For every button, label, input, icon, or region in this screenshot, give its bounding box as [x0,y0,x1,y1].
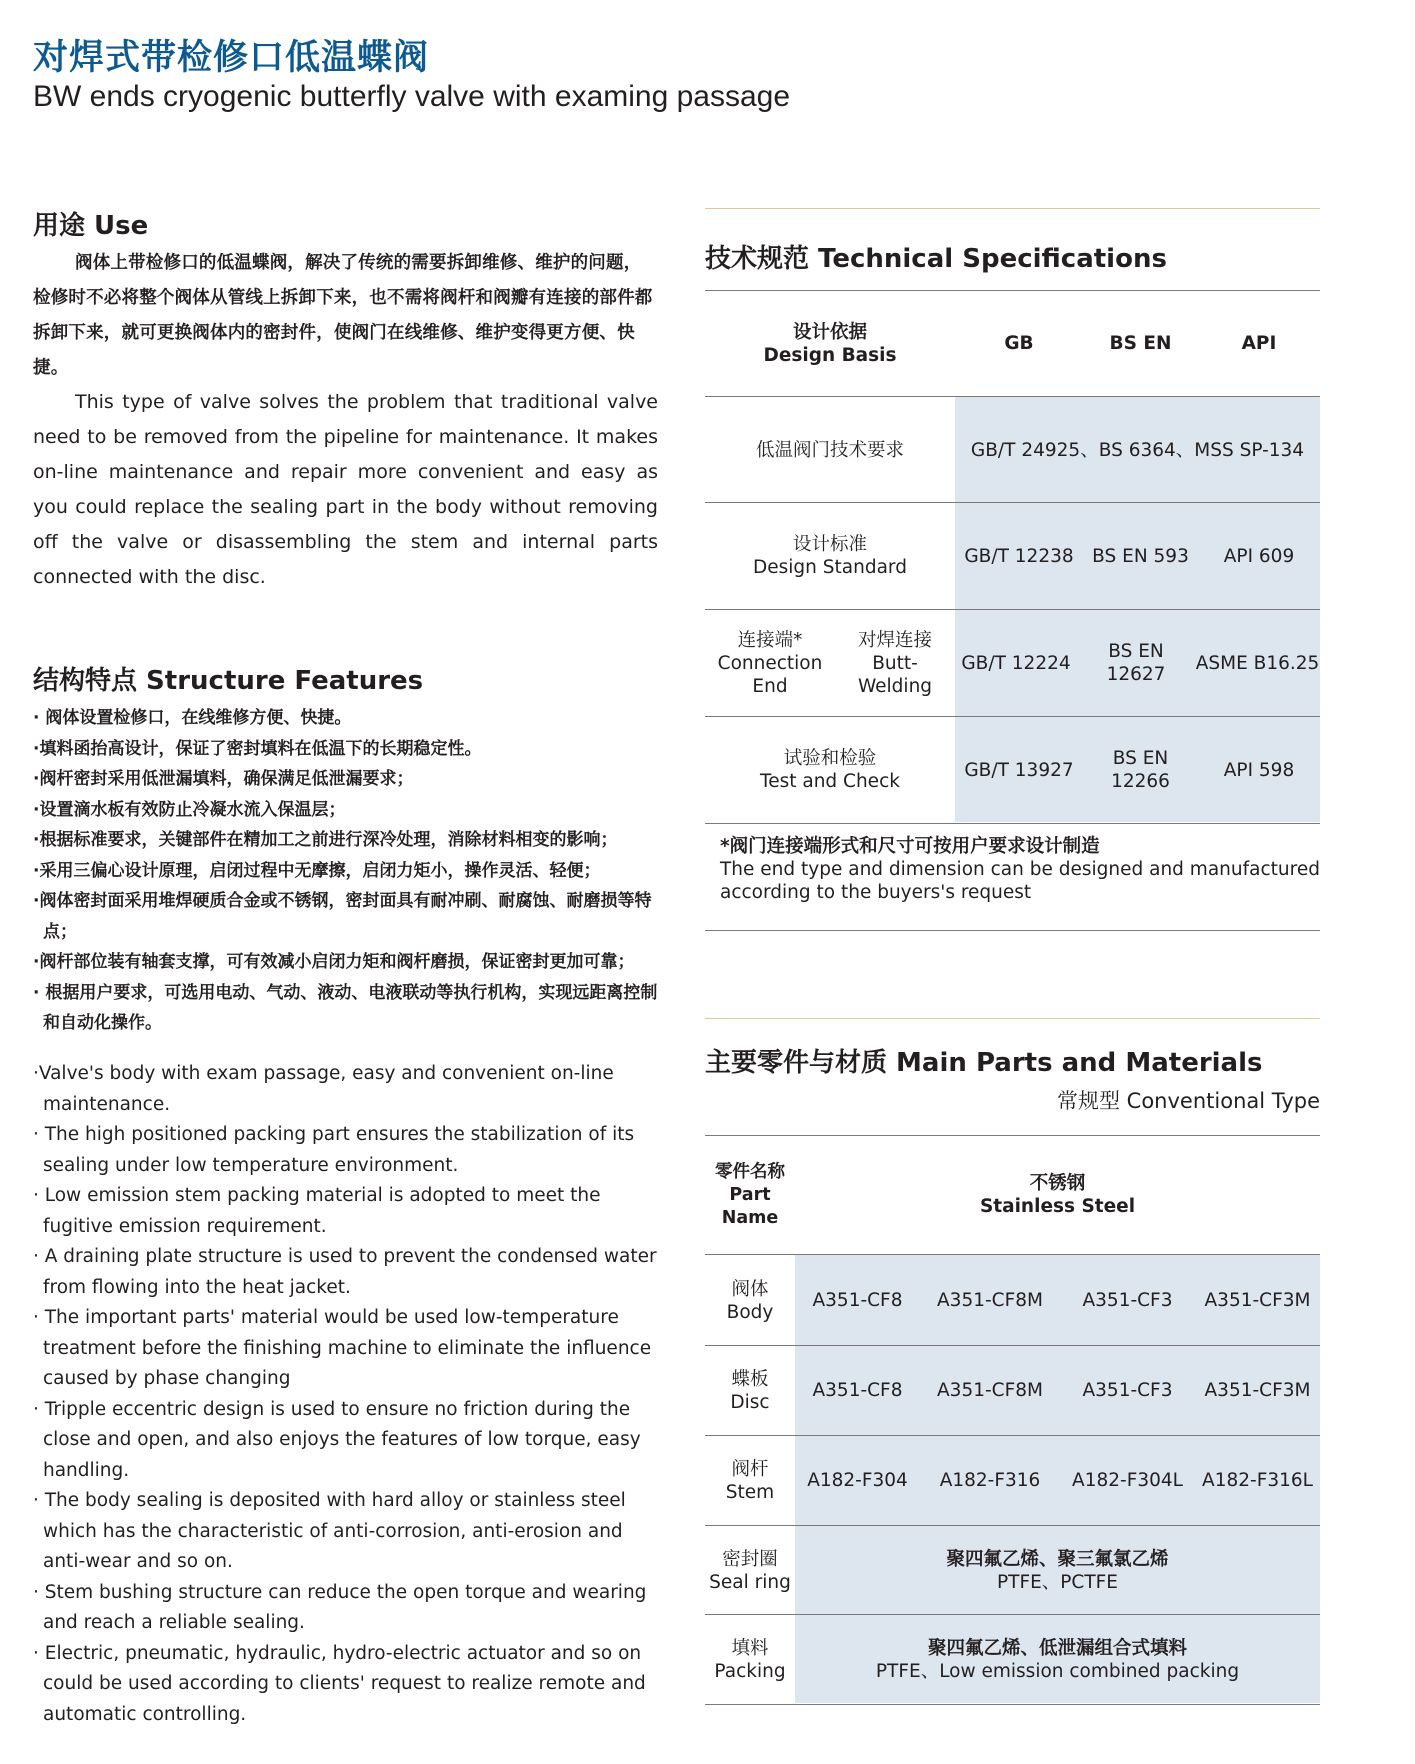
feature-item: ·阀杆部位装有轴套支撑，可有效减小启闭力矩和阀杆磨损，保证密封更加可靠； [33,952,635,972]
header-part-cn: 零件名称 [715,1161,785,1182]
structure-heading: 结构特点 Structure Features [33,666,424,696]
specs-row3-api: ASME B16.25 [1195,652,1320,674]
row3-sub-en1: Butt- [872,652,918,674]
specs-row3-sublabel [835,611,955,715]
specs-row3-gb: GB/T 12224 [961,652,1071,674]
packing-cn: 填料 [731,1638,769,1659]
specs-header-gb: GB [1004,333,1034,354]
row4-label-cn: 试验和检验 [783,748,877,769]
parts-header-material [795,1137,1320,1253]
specs-heading: 技术规范 Technical Specifications [705,244,1167,274]
row3-label-en1: Connection [717,652,823,674]
table-row-divider [705,502,1320,503]
specs-row4-bsen: BS EN 12266 [1111,748,1170,792]
row3-label-en2: End [752,675,788,697]
feature-item: ·阀杆密封采用低泄漏填料，确保满足低泄漏要求； [33,769,414,789]
parts-packing-value [795,1616,1320,1704]
parts-material-cell: A182-F304L [1072,1470,1183,1491]
specs-row2-gb: GB/T 12238 [964,545,1074,567]
parts-row-label [705,1346,795,1435]
specs-row4-gb: GB/T 13927 [964,759,1074,781]
parts-heading: 主要零件与材质 Main Parts and Materials [705,1048,1263,1078]
use-text-en: This type of valve solves the problem that traditional valve need to be removed from the pipeline for maintenance. It makes on-line maintenance and repair more convenient and easy as you could replace the sealing part in the body without removing off the valve or disassembling the stem and internal parts connected with the disc. [33,391,658,588]
parts-material-cell: A182-F316 [939,1470,1041,1491]
seal-en: Seal ring [709,1572,791,1593]
row3-sub-en2: Welding [857,675,933,697]
table-row-divider [705,1525,1320,1526]
row2-label-cn: 设计标准 [792,534,867,555]
table-row-divider [705,823,1320,824]
specs-note [720,835,1320,904]
table-row-divider [705,609,1320,610]
table-row-divider [705,716,1320,717]
feature-item: · The important parts' material would be used low-temperature treatment before the finishing machine to eliminate the influence caused by phase changing [33,1307,652,1389]
feature-item: · Stem bushing structure can reduce the open torque and wearing and reach a reliable sealing. [33,1581,647,1633]
feature-item: ·设置滴水板有效防止冷凝水流入保温层； [33,799,346,820]
table-row-divider [705,396,1320,397]
parts-material-cell: A182-F316L [1202,1470,1313,1491]
parts-material-cell: A351-CF3 [1082,1380,1173,1401]
packing-value-en: PTFE、Low emission combined packing [875,1661,1240,1682]
packing-en: Packing [714,1661,786,1682]
parts-row-label [705,1256,795,1345]
specs-row1-value: GB/T 24925、BS 6364、MSS SP-134 [970,439,1305,461]
feature-item: · 根据用户要求，可选用电动、气动、液动、电液联动等执行机构，实现远距离控制和自动化操作。 [33,982,658,1033]
feature-item: · The body sealing is deposited with hard alloy or stainless steel which has the characteristic of anti-corrosion, anti-erosion and anti-wear and so on. [33,1490,626,1572]
parts-material-cell: A351-CF3M [1204,1380,1311,1401]
divider [705,290,1320,291]
row2-label-en: Design Standard [753,557,907,578]
specs-row2-label [705,504,955,608]
specs-row3-label [705,611,835,715]
feature-item: ·根据标准要求，关键部件在精加工之前进行深冷处理，消除材料相变的影响； [33,830,618,850]
feature-item: · A draining plate structure is used to prevent the condensed water from flowing into the heat jacket. [33,1246,657,1298]
parts-packing-label [705,1616,795,1704]
seal-value-cn: 聚四氟乙烯、聚三氟氯乙烯 [946,1549,1169,1570]
part-name-en: Body [726,1301,774,1323]
seal-value-en: PTFE、PCTFE [996,1572,1118,1593]
row3-label-cn: 连接端* [737,629,803,651]
use-heading: 用途 Use [33,211,149,241]
table-row-divider [705,1614,1320,1615]
parts-material-cell: A351-CF8M [937,1290,1043,1311]
feature-item: ·阀体密封面采用堆焊硬质合金或不锈钢，密封面具有耐冲刷、耐腐蚀、耐磨损等特点； [33,891,652,942]
part-name-cn: 阀体 [731,1278,769,1300]
header-mat-cn: 不锈钢 [1029,1173,1086,1194]
specs-header-api: API [1241,333,1277,354]
specs-row4-api: API 598 [1223,759,1295,781]
divider [705,208,1320,209]
feature-item: · Tripple eccentric design is used to ensure no friction during the close and open, and also enjoys the features of low torque, easy handling. [33,1398,641,1481]
feature-item: · Electric, pneumatic, hydraulic, hydro-electric actuator and so on could be used according to clients' request to realize remote and automatic controlling. [33,1642,646,1725]
part-name-cn: 阀杆 [731,1458,769,1480]
parts-header-part [705,1137,795,1253]
page-title: 对焊式带检修口低温蝶阀 [33,38,430,78]
divider [705,1135,1320,1136]
header-part-en1: Part [729,1184,771,1205]
use-text-cn: 阀体上带检修口的低温蝶阀，解决了传统的需要拆卸维修、维护的问题，检修时不必将整个阀体从管线上拆卸下来，也不需将阀杆和阀瓣有连接的部件都拆卸下来，就可更换阀体内的密封件，使阀门在线维修、维护变得更方便、快捷。 [33,253,653,378]
parts-material-cell: A351-CF3M [1204,1290,1311,1311]
packing-value-cn: 聚四氟乙烯、低泄漏组合式填料 [927,1638,1187,1659]
specs-row1-label: 低温阀门技术要求 [755,439,904,461]
parts-material-cell: A351-CF3 [1082,1290,1173,1311]
specs-header-bsen: BS EN [1109,333,1172,354]
parts-seal-label [705,1527,795,1615]
feature-item: · The high positioned packing part ensures the stabilization of its sealing under low temperature environment. [33,1124,635,1176]
feature-item: ·Valve's body with exam passage, easy and convenient on-line maintenance. [33,1063,614,1115]
conventional-type-label: 常规型 Conventional Type [1057,1089,1320,1113]
part-name-en: Stem [725,1481,775,1503]
note-en: The end type and dimension can be designed and manufactured according to the buyers's request [720,859,1320,903]
row4-label-en: Test and Check [760,771,900,792]
seal-cn: 密封圈 [722,1549,778,1570]
parts-material-cell: A182-F304 [807,1470,908,1491]
header-mat-en: Stainless Steel [979,1196,1136,1217]
feature-item: · 阀体设置检修口，在线维修方便、快捷。 [33,708,352,728]
specs-row3-bsen: BS EN 12627 [1106,641,1166,685]
features-en-list [33,1059,663,1730]
feature-item: ·采用三偏心设计原理，启闭过程中无摩擦，启闭力矩小，操作灵活、轻便； [33,860,601,881]
specs-header-basis [705,292,955,395]
parts-material-cell: A351-CF8 [812,1290,903,1311]
parts-material-cell: A351-CF8 [812,1380,903,1401]
page-subtitle: BW ends cryogenic butterfly valve with examing passage [33,80,791,113]
specs-row4-label [705,718,955,822]
feature-item: ·填料函抬高设计，保证了密封填料在低温下的长期稳定性。 [33,738,482,759]
header-part-en2: Name [721,1207,779,1228]
divider [705,930,1320,931]
parts-row-label [705,1436,795,1525]
specs-row2-bsen: BS EN 593 [1092,545,1189,567]
feature-item: · Low emission stem packing material is adopted to meet the fugitive emission requirement. [33,1185,601,1237]
specs-row2-api: API 609 [1223,545,1295,567]
part-name-en: Disc [730,1391,770,1413]
row3-sub-cn: 对焊连接 [857,629,932,651]
parts-seal-value [795,1527,1320,1615]
table-row-divider [705,1254,1320,1255]
header-basis-en: Design Basis [763,344,897,366]
header-basis-cn: 设计依据 [792,321,867,343]
features-cn-list [33,703,663,1039]
divider [705,1018,1320,1019]
note-cn: *阀门连接端形式和尺寸可按用户要求设计制造 [720,836,1100,857]
part-name-cn: 蝶板 [731,1368,769,1390]
table-row-divider [705,1704,1320,1705]
parts-material-cell: A351-CF8M [937,1380,1043,1401]
